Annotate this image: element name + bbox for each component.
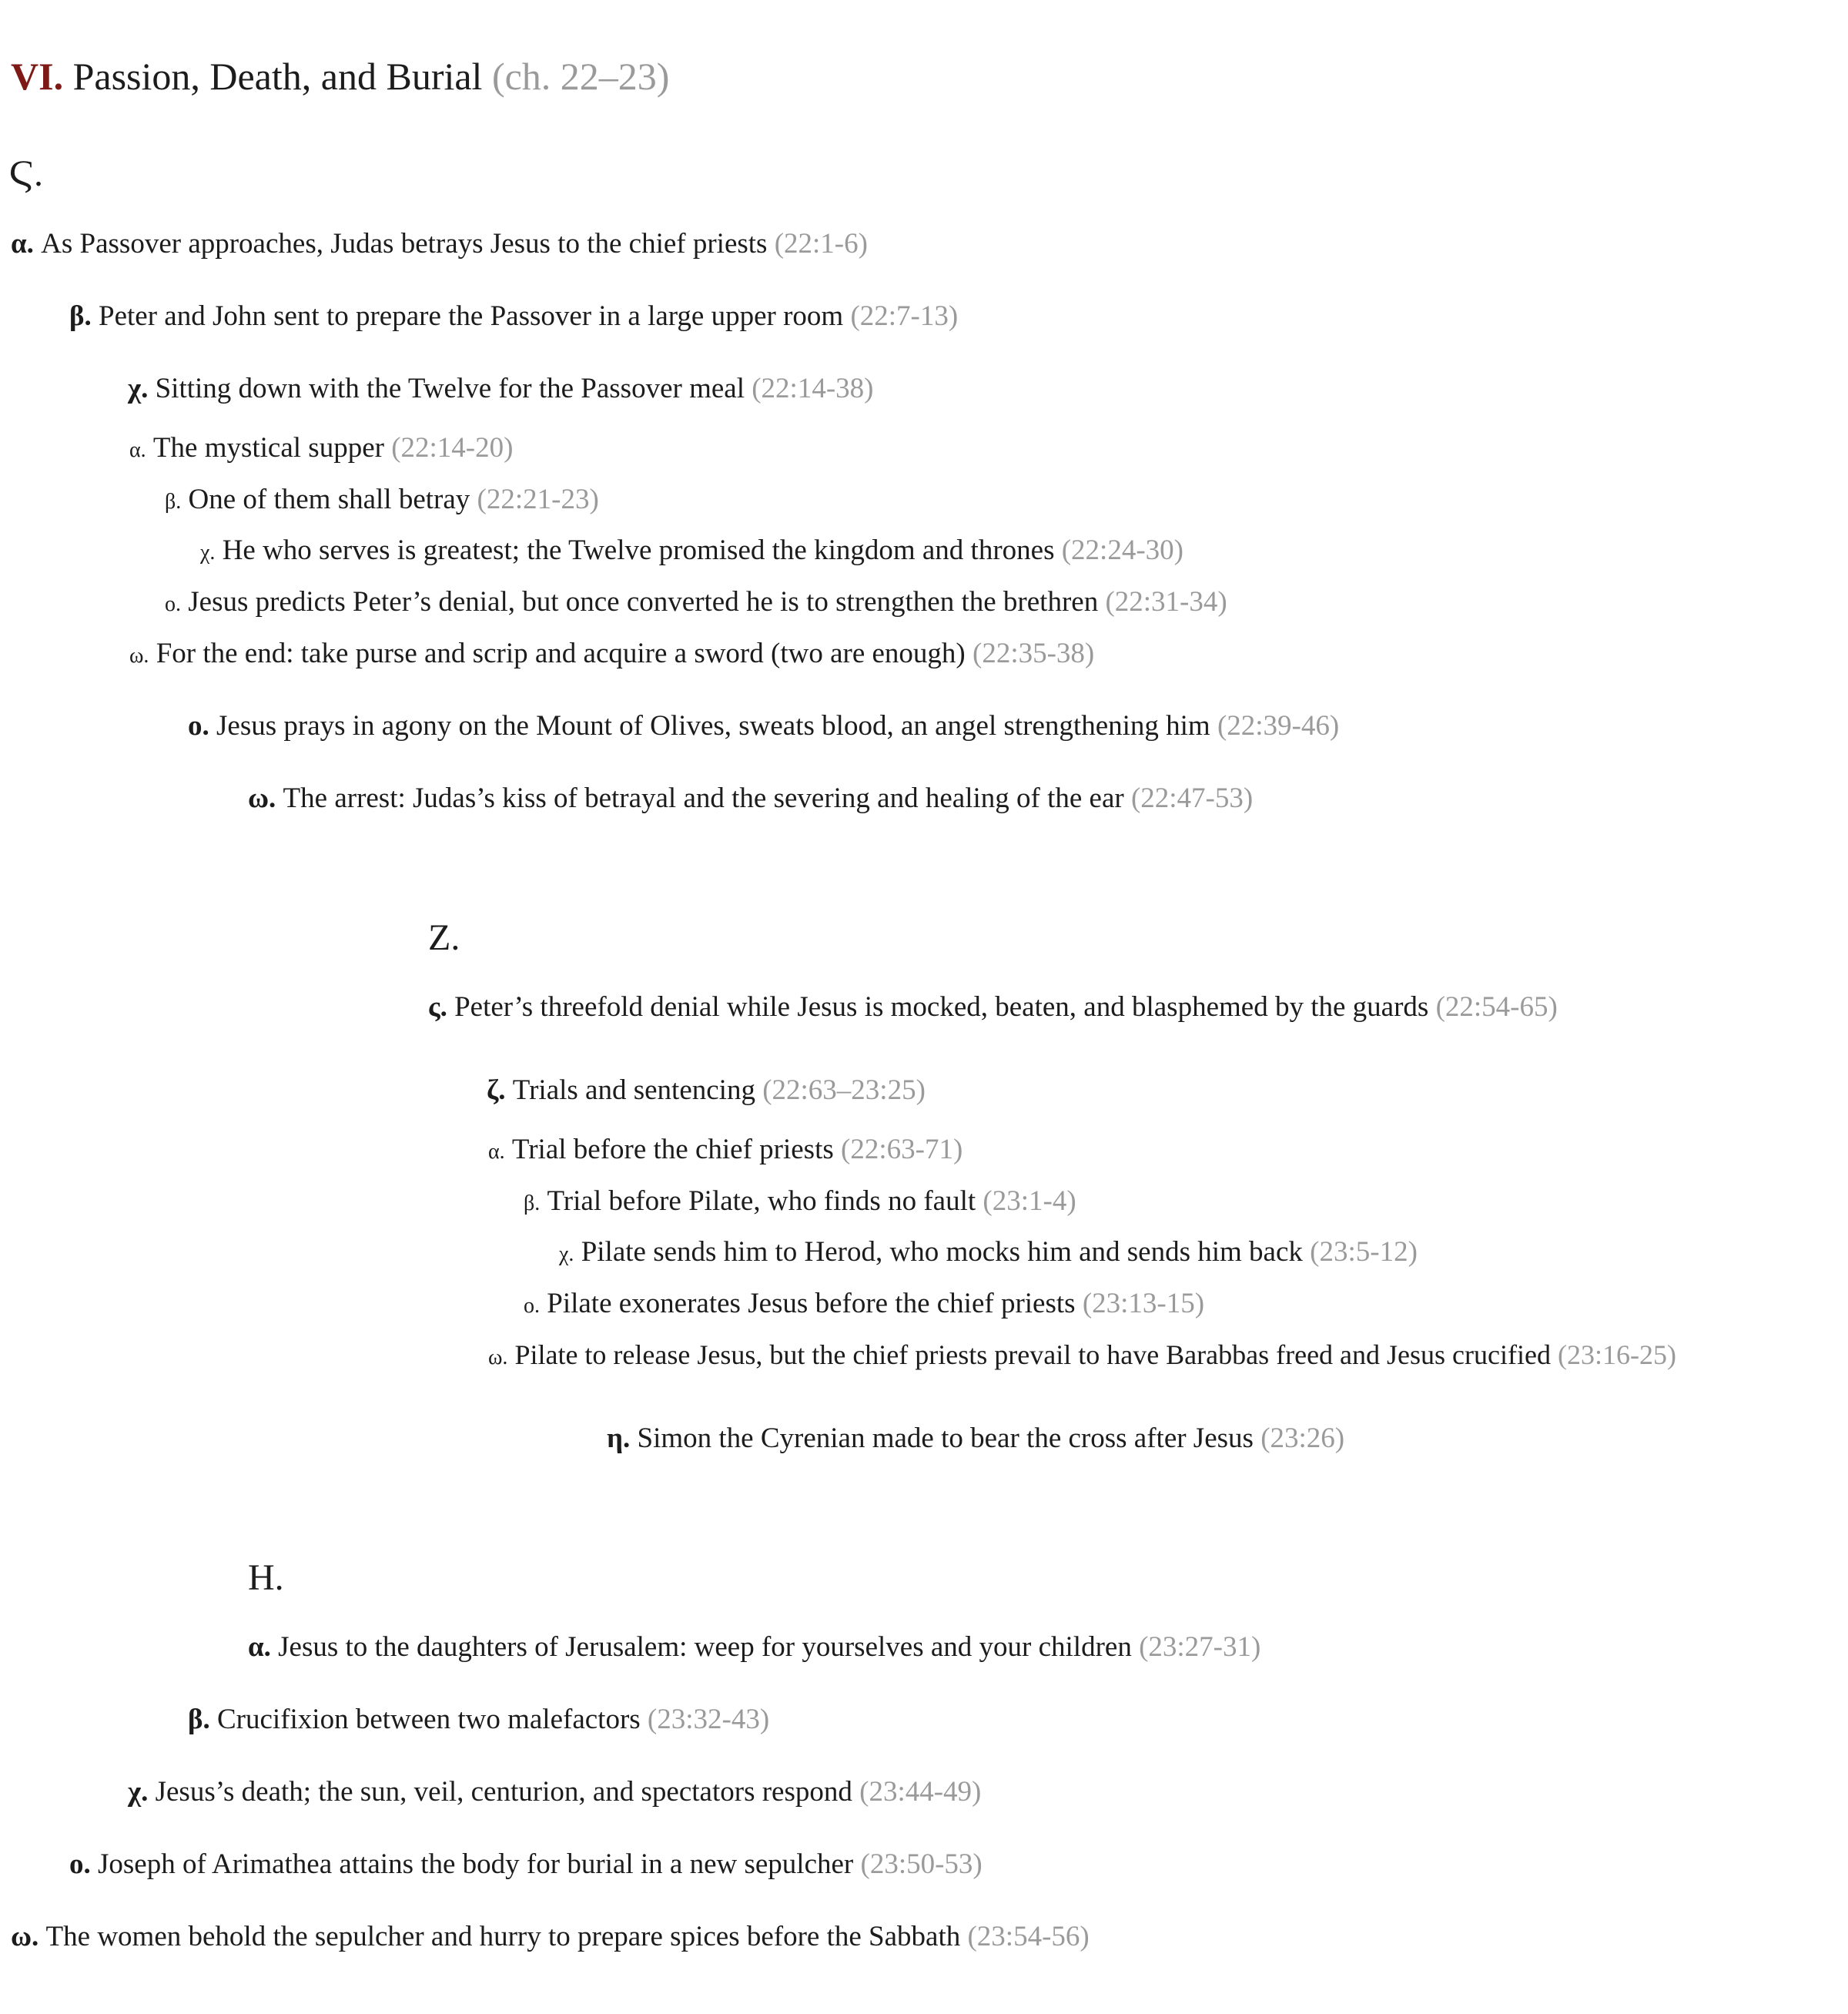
item-reference: (23:27-31) [1139, 1631, 1261, 1663]
item-label: α. [11, 228, 34, 260]
item-reference: (23:50-53) [860, 1848, 983, 1880]
outline-subitem [559, 1238, 1418, 1266]
item-label: χ. [200, 541, 216, 565]
outline-item [428, 993, 1558, 1021]
item-text: Crucifixion between two malefactors [217, 1704, 641, 1735]
item-text: Trial before Pilate, who finds no fault [547, 1185, 976, 1217]
item-label: β. [524, 1191, 541, 1215]
outline-subitem [129, 434, 513, 462]
item-label: ζ. [487, 1074, 506, 1106]
outline-subitem [200, 536, 1183, 565]
outline-item [11, 230, 868, 258]
section-reference: (ch. 22–23) [491, 55, 670, 98]
item-label: ς. [428, 991, 447, 1023]
outline-item [607, 1424, 1344, 1453]
section-number: VI. [11, 55, 64, 98]
item-reference: (22:63–23:25) [762, 1074, 926, 1106]
item-label: ω. [11, 1921, 39, 1952]
item-reference: (23:13-15) [1082, 1288, 1205, 1319]
item-text: Jesus prays in agony on the Mount of Olives, sweats blood, an angel strengthening him [216, 710, 1210, 742]
item-label: α. [488, 1140, 505, 1164]
outline-subitem [129, 639, 1094, 668]
item-text: The mystical supper [152, 432, 384, 464]
item-text: He who serves is greatest; the Twelve promised the kingdom and thrones [222, 534, 1055, 566]
item-text: One of them shall betray [188, 484, 470, 515]
item-reference: (22:1-6) [774, 228, 868, 260]
item-reference: (23:54-56) [967, 1921, 1090, 1952]
item-text: Joseph of Arimathea attains the body for burial in a new sepulcher [98, 1848, 854, 1880]
item-label: α. [129, 438, 146, 462]
item-reference: (22:14-38) [752, 373, 874, 404]
outline-item [188, 712, 1339, 740]
item-text: The women behold the sepulcher and hurry to prepare spices before the Sabbath [45, 1921, 961, 1952]
item-reference: (22:21-23) [477, 484, 599, 515]
outline-item [188, 1705, 769, 1734]
item-text: Jesus to the daughters of Jerusalem: weep for yourselves and your children [278, 1631, 1132, 1663]
section-title-text: Passion, Death, and Burial [72, 55, 483, 98]
item-label: α. [248, 1631, 271, 1663]
item-text: Trial before the chief priests [511, 1134, 834, 1165]
item-reference: (22:39-46) [1217, 710, 1340, 742]
item-reference: (22:31-34) [1105, 586, 1227, 618]
group-heading-zeta: Z. [428, 917, 460, 958]
item-label: η. [607, 1423, 631, 1454]
outline-item [69, 1850, 983, 1878]
item-text: Simon the Cyrenian made to bear the cross after Jesus [637, 1423, 1254, 1454]
item-text: Trials and sentencing [512, 1074, 755, 1106]
item-reference: (22:24-30) [1061, 534, 1183, 566]
outline-item [69, 302, 958, 330]
outline-item [248, 1633, 1260, 1661]
item-text: For the end: take purse and scrip and acquire a sword (two are enough) [156, 638, 966, 669]
outline-subitem [165, 485, 599, 514]
item-label: ο. [69, 1848, 91, 1880]
outline-item [128, 374, 873, 403]
item-reference: (22:14-20) [391, 432, 514, 464]
outline-item [11, 1922, 1090, 1951]
item-label: ο. [165, 592, 181, 616]
item-label: β. [165, 490, 182, 514]
item-reference: (22:54-65) [1435, 991, 1558, 1023]
item-reference: (23:5-12) [1310, 1236, 1418, 1268]
item-text: Pilate to release Jesus, but the chief priests prevail to have Barabbas freed and Jesus crucified [514, 1339, 1551, 1370]
item-text: Peter’s threefold denial while Jesus is mocked, beaten, and blasphemed by the guards [454, 991, 1429, 1023]
item-label: ω. [248, 782, 276, 814]
outline-subitem [524, 1187, 1076, 1215]
item-text: Jesus’s death; the sun, veil, centurion, and spectators respond [155, 1776, 852, 1808]
item-label: ο. [188, 710, 209, 742]
item-reference: (22:47-53) [1130, 782, 1254, 814]
outline-item [248, 784, 1253, 813]
outline-subitem [165, 588, 1227, 616]
item-text: Peter and John sent to prepare the Passover in a large upper room [99, 300, 844, 332]
item-reference: (23:26) [1260, 1423, 1345, 1454]
section-title [11, 57, 669, 96]
item-label: β. [188, 1704, 210, 1735]
outline-item [128, 1778, 981, 1806]
item-reference: (22:35-38) [973, 638, 1095, 669]
item-reference: (22:7-13) [850, 300, 959, 332]
item-label: ω. [129, 644, 149, 668]
group-heading-stigma: Ϛ. [9, 153, 44, 194]
item-reference: (22:63-71) [841, 1134, 963, 1165]
item-label: χ. [559, 1242, 574, 1266]
item-reference: (23:16-25) [1557, 1339, 1676, 1370]
item-text: Sitting down with the Twelve for the Passover meal [155, 373, 745, 404]
group-heading-eta: H. [248, 1557, 284, 1598]
item-text: As Passover approaches, Judas betrays Jesus to the chief priests [41, 228, 768, 260]
outline-subitem [488, 1135, 962, 1164]
outline-subitem [488, 1341, 1676, 1369]
item-reference: (23:1-4) [983, 1185, 1076, 1217]
item-label: χ. [128, 373, 149, 404]
item-label: χ. [128, 1776, 149, 1808]
outline-item [487, 1076, 926, 1104]
item-text: Pilate sends him to Herod, who mocks him and sends him back [581, 1236, 1303, 1268]
item-text: The arrest: Judas’s kiss of betrayal and the severing and healing of the ear [283, 782, 1124, 814]
item-label: ο. [524, 1294, 540, 1318]
item-text: Pilate exonerates Jesus before the chief priests [547, 1288, 1076, 1319]
outline-subitem [524, 1289, 1204, 1318]
item-reference: (23:32-43) [647, 1704, 770, 1735]
item-label: β. [69, 300, 92, 332]
item-text: Jesus predicts Peter’s denial, but once converted he is to strengthen the brethren [188, 586, 1099, 618]
item-label: ω. [488, 1345, 508, 1369]
item-reference: (23:44-49) [859, 1776, 982, 1808]
